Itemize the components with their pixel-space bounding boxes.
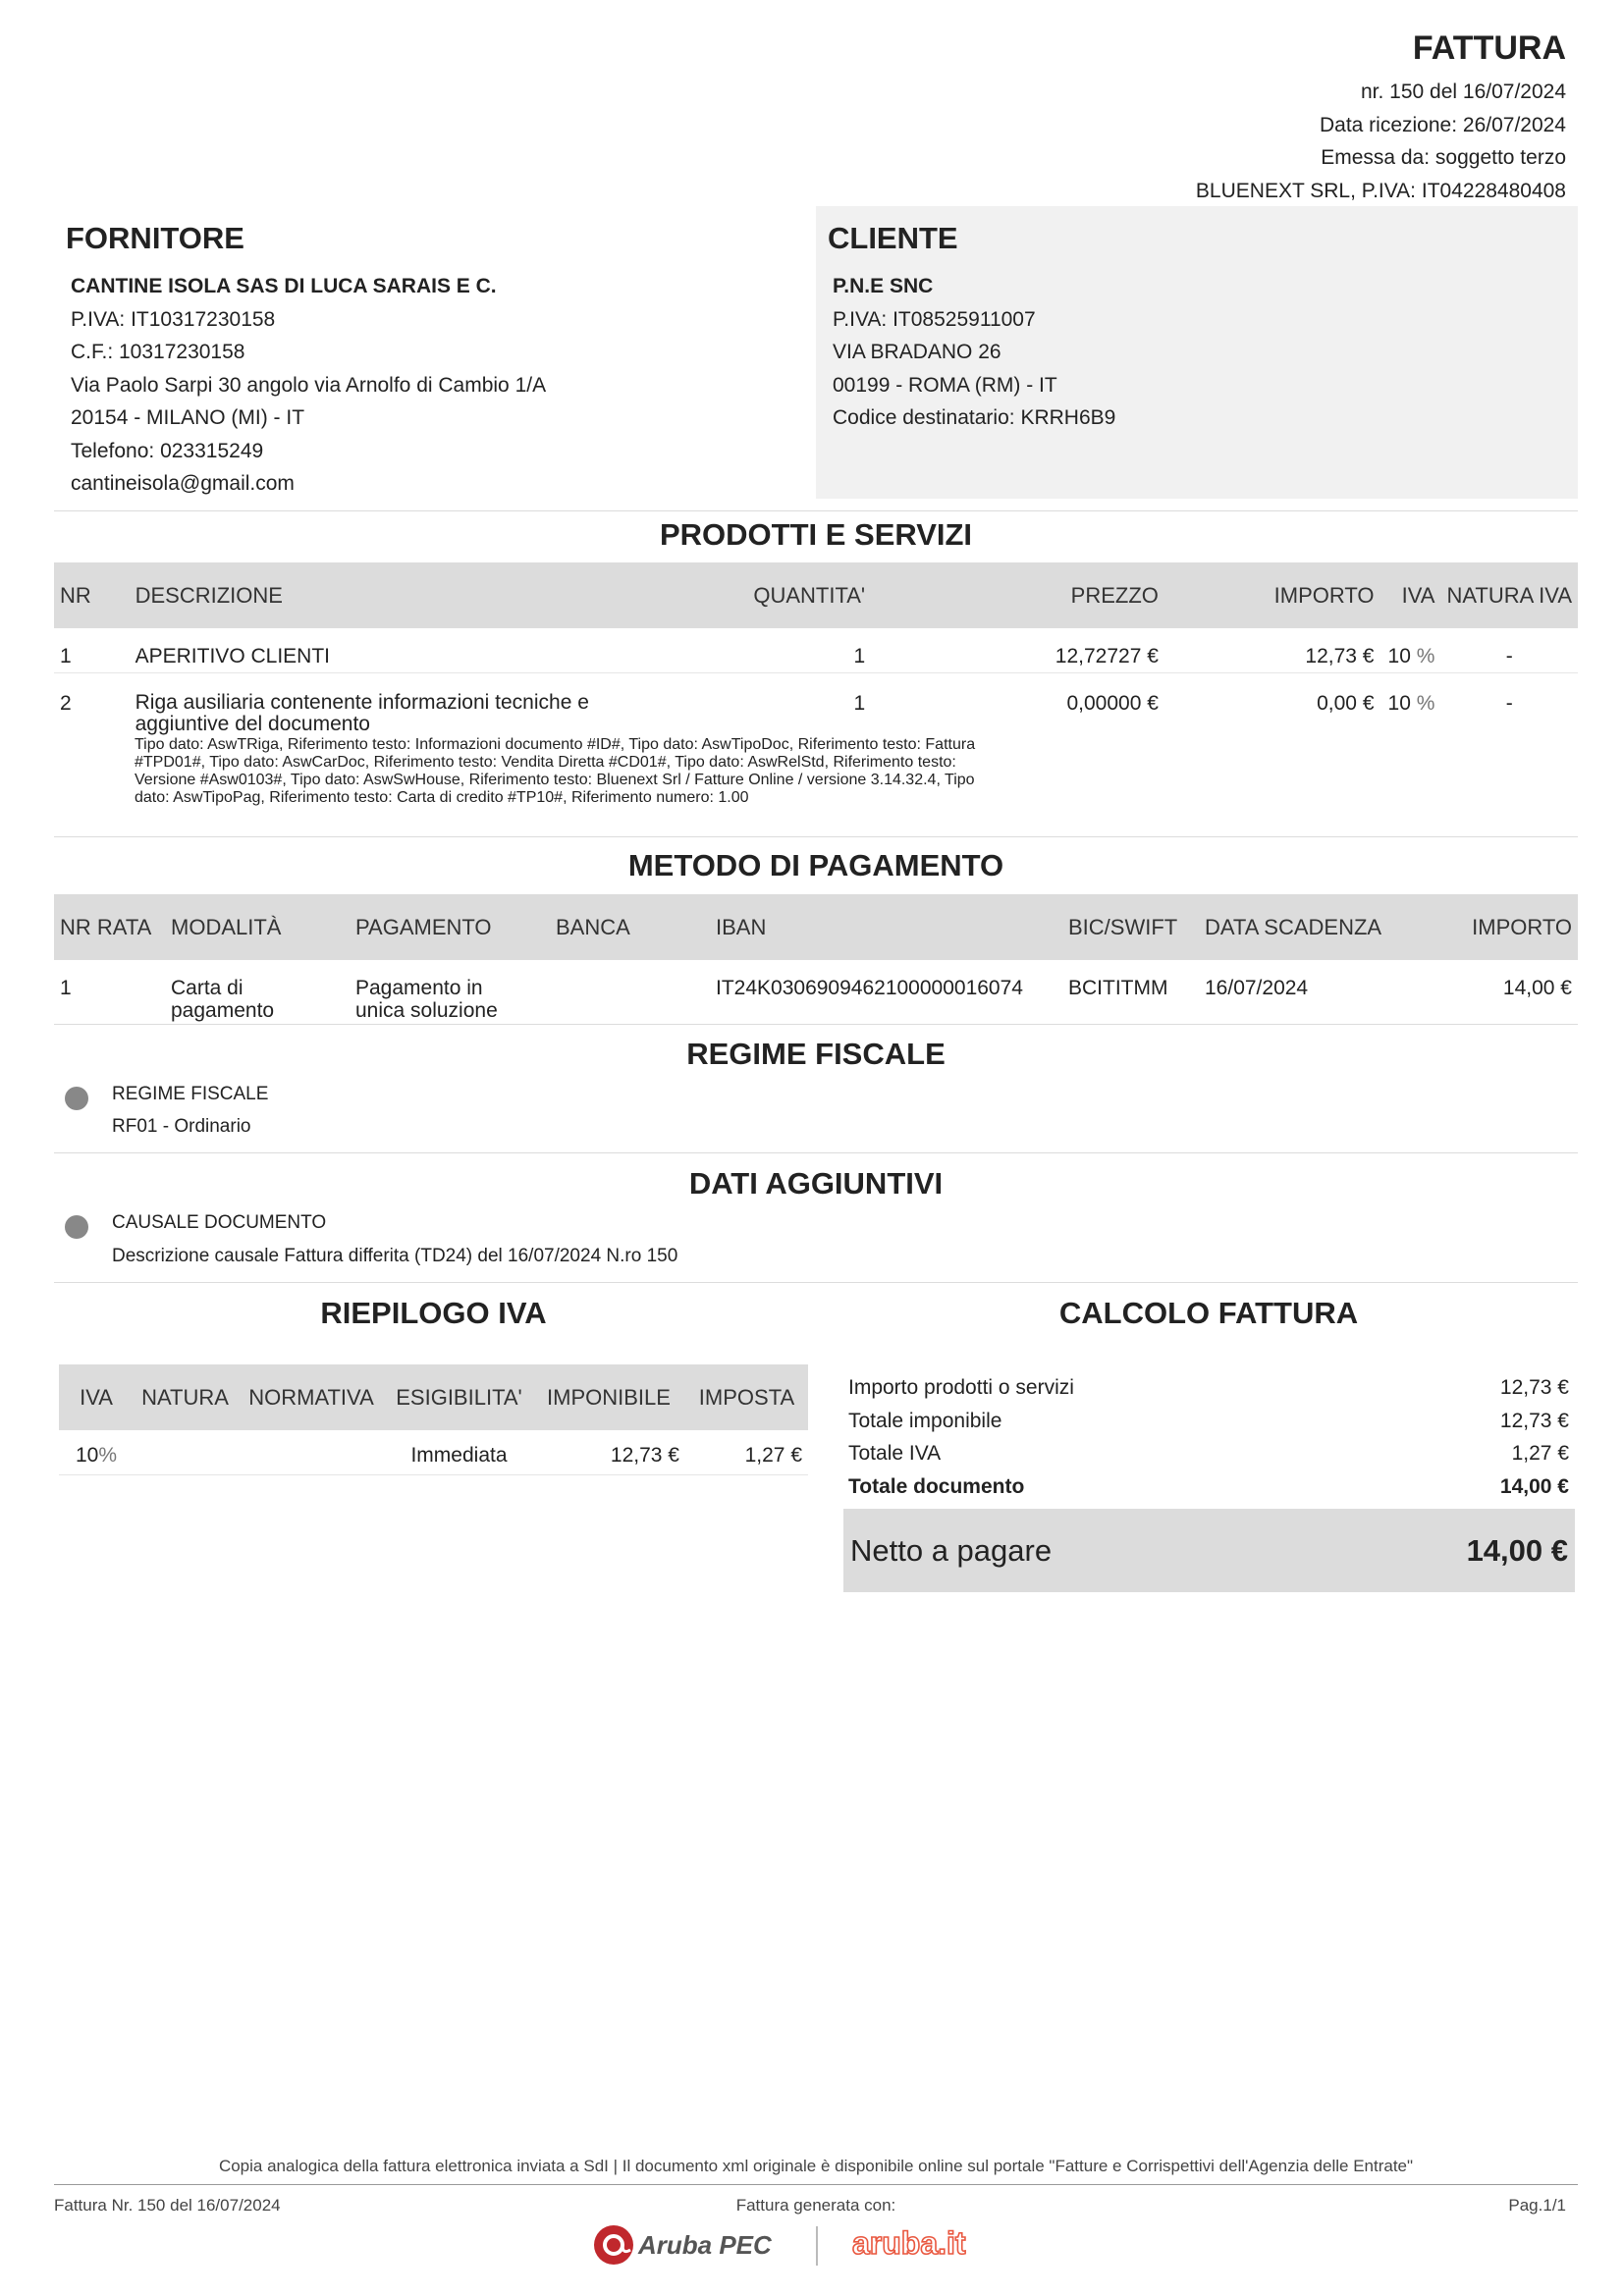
calc-row-total bbox=[848, 1470, 1569, 1504]
col-imponibile: IMPONIBILE bbox=[547, 1384, 671, 1410]
pay-banca bbox=[550, 960, 710, 1026]
products-header-row bbox=[54, 562, 1578, 628]
logo-aruba-pec: Aruba PEC bbox=[638, 2230, 772, 2260]
net-to-pay-value: 14,00 € bbox=[1466, 1532, 1568, 1568]
row-iva-value: 10 bbox=[1387, 645, 1411, 667]
row-amount: 12,73 € bbox=[1164, 628, 1380, 672]
vat-rate-value: 10 bbox=[75, 1444, 99, 1467]
row-amount: 0,00 € bbox=[1317, 691, 1375, 715]
invoice-title: FATTURA bbox=[1412, 29, 1566, 67]
row-price: 12,72727 € bbox=[871, 628, 1164, 672]
col-natura: NATURA bbox=[141, 1384, 229, 1410]
client-city: 00199 - ROMA (RM) - IT bbox=[833, 373, 1057, 397]
extra-line: #TPD01#, Tipo dato: AswCarDoc, Riferimento testo: Vendita Diretta #CD01#, Tipo dato: AswRelStd, Riferimento testo: bbox=[135, 754, 956, 771]
row-iva bbox=[1380, 672, 1441, 736]
pay-scadenza: 16/07/2024 bbox=[1205, 977, 1309, 999]
supplier-phone: Telefono: 023315249 bbox=[71, 439, 264, 462]
payment-header-row bbox=[54, 894, 1578, 960]
calc-label: Totale IVA bbox=[848, 1442, 942, 1465]
divider bbox=[54, 1152, 1578, 1153]
row-iva bbox=[1380, 628, 1441, 672]
table-row bbox=[54, 672, 1578, 736]
pay-importo: 14,00 € bbox=[1502, 977, 1572, 999]
supplier-cf: C.F.: 10317230158 bbox=[71, 341, 245, 363]
row-extra-info bbox=[54, 736, 975, 807]
net-to-pay-label: Netto a pagare bbox=[850, 1532, 1053, 1568]
calc-value: 14,00 € bbox=[1499, 1474, 1569, 1498]
table-row bbox=[59, 1430, 808, 1474]
extra-line: Tipo dato: AswTRiga, Riferimento testo: Informazioni documento #ID#, Tipo dato: AswTipoDoc, Riferimento testo: Fattura bbox=[135, 736, 976, 753]
client-name: P.N.E SNC bbox=[833, 275, 934, 297]
calc-row bbox=[848, 1405, 1569, 1438]
regime-value: RF01 - Ordinario bbox=[112, 1116, 251, 1137]
client-piva: P.IVA: IT08525911007 bbox=[833, 307, 1036, 331]
vat-imposta: 1,27 € bbox=[685, 1430, 808, 1474]
vat-natura bbox=[134, 1430, 237, 1474]
causale-value: Descrizione causale Fattura differita (TD24) del 16/07/2024 N.ro 150 bbox=[112, 1246, 678, 1266]
aruba-logos-icon bbox=[589, 2220, 1001, 2269]
calc-value: 12,73 € bbox=[1499, 1376, 1569, 1399]
additional-title: DATI AGGIUNTIVI bbox=[688, 1166, 944, 1201]
col-prezzo: PREZZO bbox=[1070, 582, 1159, 608]
regime-label: REGIME FISCALE bbox=[112, 1084, 269, 1104]
vat-normativa bbox=[237, 1430, 386, 1474]
pay-modalita-line: Carta di bbox=[171, 977, 243, 999]
col-iban: IBAN bbox=[716, 914, 767, 939]
row-natura: - bbox=[1505, 691, 1513, 715]
row-qty: 1 bbox=[656, 628, 871, 672]
footer-note: Copia analogica della fattura elettronica inviata a SdI | Il documento xml originale è disponibile online sul portale "Fatture e Corrispettivi dell'Agenzia delle Entrate" bbox=[218, 2157, 1414, 2175]
pay-modalita-line: pagamento bbox=[171, 998, 275, 1022]
receive-date: Data ricezione: 26/07/2024 bbox=[1319, 113, 1566, 136]
calc-row bbox=[848, 1437, 1569, 1470]
vat-esigibilita: Immediata bbox=[386, 1430, 532, 1474]
col-normativa: NORMATIVA bbox=[248, 1384, 374, 1410]
client-title: CLIENTE bbox=[828, 221, 958, 255]
footer-generated-with: Fattura generata con: bbox=[735, 2196, 896, 2215]
extra-line: Versione #Asw0103#, Tipo dato: AswSwHouse, Riferimento testo: Bluenext Srl / Fatture Online / versione 3.14.32.4, Tipo bbox=[135, 772, 975, 788]
col-natura-iva: NATURA IVA bbox=[1446, 582, 1572, 608]
calc-label: Totale documento bbox=[848, 1474, 1025, 1498]
calc-row bbox=[848, 1371, 1569, 1405]
calc-value: 1,27 € bbox=[1511, 1442, 1569, 1465]
pay-bic: BCITITMM bbox=[1068, 977, 1168, 999]
supplier-name: CANTINE ISOLA SAS DI LUCA SARAIS E C. bbox=[71, 275, 497, 297]
row-price: 0,00000 € bbox=[1066, 691, 1159, 715]
pay-modalita bbox=[165, 960, 350, 1026]
pay-pagamento-line: Pagamento in bbox=[355, 977, 483, 999]
logo-aruba-it: aruba.it bbox=[852, 2225, 966, 2261]
supplier-piva: P.IVA: IT10317230158 bbox=[71, 307, 276, 331]
row-qty: 1 bbox=[853, 691, 866, 715]
net-to-pay bbox=[843, 1509, 1575, 1592]
table-row bbox=[54, 628, 1578, 672]
row-nr: 2 bbox=[60, 691, 72, 715]
vat-rate-pct: % bbox=[98, 1444, 118, 1467]
col-iva: IVA bbox=[1401, 582, 1435, 608]
row-iva-value: 10 bbox=[1387, 691, 1411, 715]
col-iva: IVA bbox=[80, 1384, 113, 1410]
vat-summary-table bbox=[59, 1364, 808, 1475]
causale-label: CAUSALE DOCUMENTO bbox=[112, 1212, 327, 1233]
row-iva-pct: % bbox=[1416, 691, 1435, 715]
footer-invoice-ref: Fattura Nr. 150 del 16/07/2024 bbox=[54, 2196, 281, 2215]
col-esigibilita: ESIGIBILITA' bbox=[396, 1384, 522, 1410]
supplier-address: Via Paolo Sarpi 30 angolo via Arnolfo di Cambio 1/A bbox=[71, 373, 547, 397]
row-desc: APERITIVO CLIENTI bbox=[130, 628, 656, 672]
products-title: PRODOTTI E SERVIZI bbox=[659, 517, 973, 552]
pay-pagamento-line: unica soluzione bbox=[355, 998, 498, 1022]
pay-iban: IT24K0306909462100000016074 bbox=[716, 977, 1023, 999]
pay-nr: 1 bbox=[60, 977, 72, 999]
row-natura: - bbox=[1440, 628, 1578, 672]
calc-title: CALCOLO FATTURA bbox=[1058, 1296, 1359, 1330]
client-address: VIA BRADANO 26 bbox=[833, 341, 1001, 363]
col-importo: IMPORTO bbox=[1472, 914, 1572, 939]
divider bbox=[54, 1024, 1578, 1025]
col-quantita: QUANTITA' bbox=[753, 582, 866, 608]
issued-by: Emessa da: soggetto terzo bbox=[1321, 146, 1566, 169]
table-row bbox=[54, 960, 1578, 1026]
bullet-icon bbox=[65, 1215, 88, 1239]
col-nr-rata: NR RATA bbox=[60, 914, 152, 939]
bullet-icon bbox=[65, 1087, 88, 1110]
client-code: Codice destinatario: KRRH6B9 bbox=[833, 406, 1116, 429]
calc-label: Importo prodotti o servizi bbox=[848, 1376, 1074, 1399]
supplier-block bbox=[54, 206, 800, 499]
payment-table bbox=[54, 894, 1578, 1026]
calc-label: Totale imponibile bbox=[848, 1409, 1002, 1432]
col-descrizione: DESCRIZIONE bbox=[135, 582, 283, 608]
row-desc: Riga ausiliaria contenente informazioni tecniche e aggiuntive del documento bbox=[135, 690, 589, 735]
payment-title: METODO DI PAGAMENTO bbox=[627, 848, 1004, 882]
invoice-header bbox=[1196, 29, 1566, 207]
footer-logos bbox=[589, 2220, 1001, 2269]
col-bic: BIC/SWIFT bbox=[1068, 914, 1178, 939]
vat-imponibile: 12,73 € bbox=[532, 1430, 685, 1474]
regime-title: REGIME FISCALE bbox=[686, 1037, 946, 1071]
pay-pagamento bbox=[350, 960, 550, 1026]
divider bbox=[54, 510, 1578, 511]
col-pagamento: PAGAMENTO bbox=[355, 914, 492, 939]
footer-divider bbox=[54, 2184, 1578, 2185]
invoice-number: nr. 150 del 16/07/2024 bbox=[1360, 80, 1566, 103]
products-table bbox=[54, 562, 1578, 736]
supplier-title: FORNITORE bbox=[66, 221, 244, 255]
supplier-city: 20154 - MILANO (MI) - IT bbox=[71, 406, 305, 429]
col-banca: BANCA bbox=[556, 914, 630, 939]
divider bbox=[54, 836, 1578, 837]
col-modalita: MODALITÀ bbox=[171, 914, 282, 939]
vat-rate bbox=[59, 1430, 134, 1474]
calc-block bbox=[848, 1371, 1569, 1503]
footer-page: Pag.1/1 bbox=[1508, 2196, 1566, 2215]
calc-value: 12,73 € bbox=[1499, 1409, 1569, 1432]
extra-line: dato: AswTipoPag, Riferimento testo: Carta di credito #TP10#, Riferimento numero: 1.00 bbox=[135, 789, 749, 806]
vat-header-row bbox=[59, 1364, 808, 1430]
divider bbox=[54, 1282, 1578, 1283]
row-iva-pct: % bbox=[1416, 645, 1435, 667]
row-nr: 1 bbox=[54, 628, 130, 672]
supplier-email[interactable]: cantineisola@gmail.com bbox=[71, 472, 295, 495]
issuer: BLUENEXT SRL, P.IVA: IT04228480408 bbox=[1195, 179, 1566, 202]
col-scadenza: DATA SCADENZA bbox=[1205, 914, 1382, 939]
client-block bbox=[816, 206, 1578, 499]
col-nr: NR bbox=[60, 582, 91, 608]
col-imposta: IMPOSTA bbox=[698, 1384, 795, 1410]
col-importo: IMPORTO bbox=[1273, 582, 1375, 608]
vat-summary-title: RIEPILOGO IVA bbox=[320, 1296, 547, 1330]
